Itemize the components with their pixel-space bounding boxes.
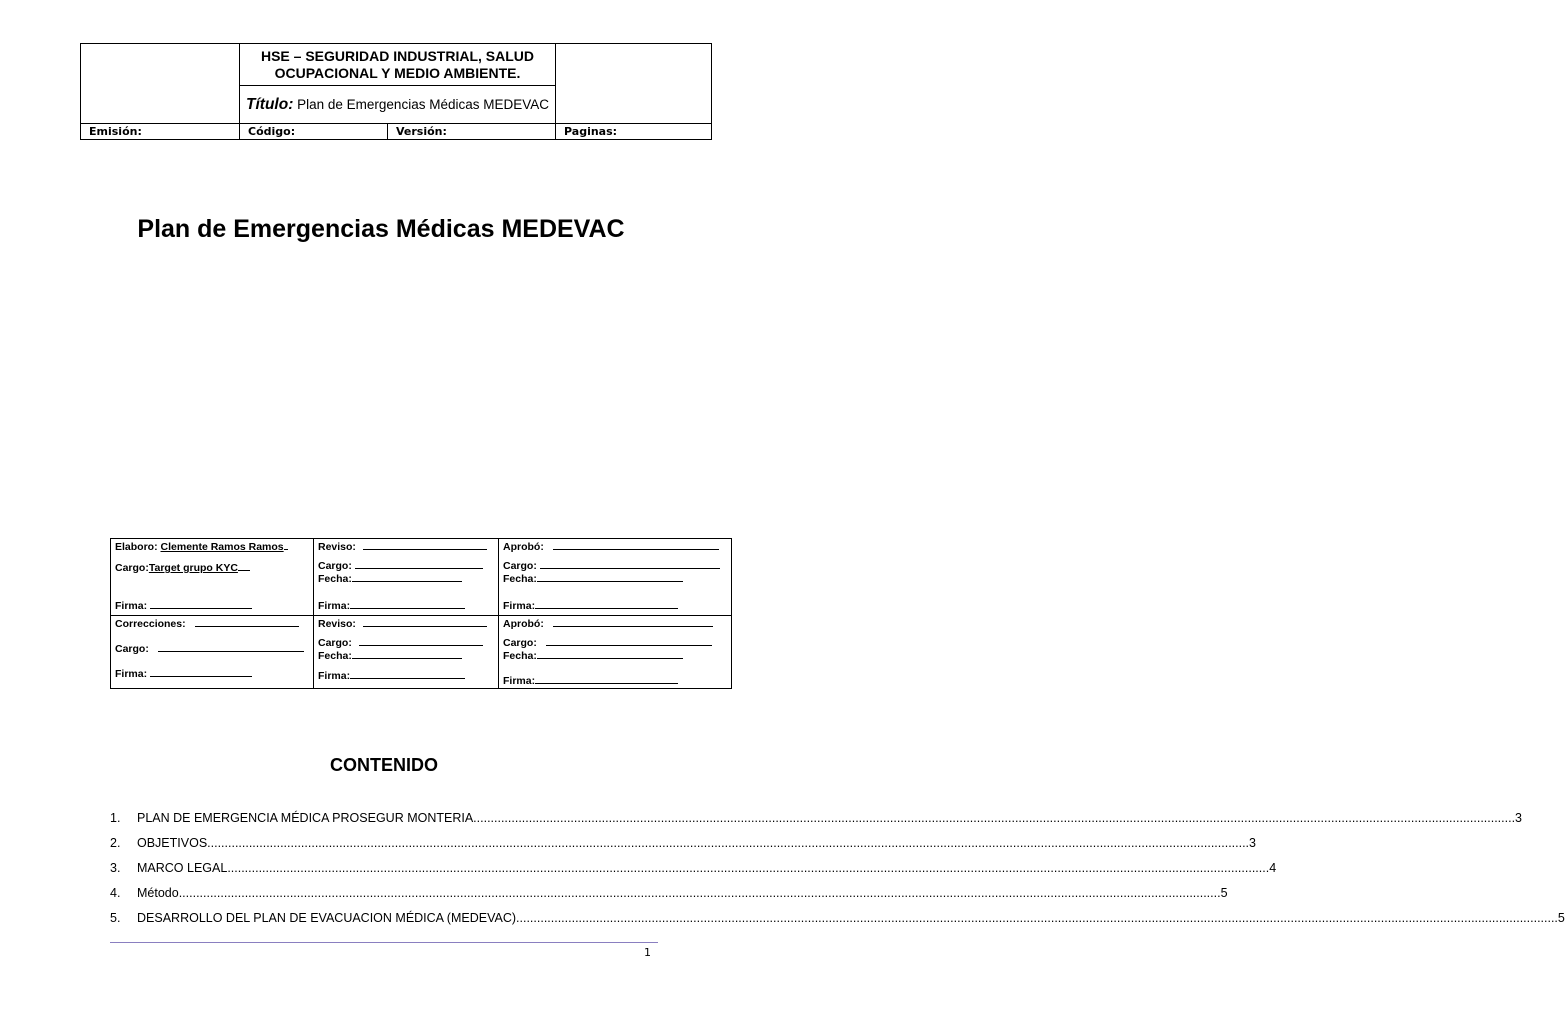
toc-item[interactable] bbox=[110, 885, 1228, 910]
header-right-cell bbox=[556, 44, 712, 124]
toc-item-page: 3 bbox=[1515, 811, 1522, 825]
toc-item-number: 1. bbox=[110, 811, 121, 825]
aprobo-label: Aprobó: bbox=[503, 618, 544, 630]
cargo-label: Cargo: bbox=[318, 560, 352, 572]
title-value: Plan de Emergencias Médicas MEDEVAC bbox=[297, 96, 549, 112]
toc-leader-dots: ............................................................................................................................................................................................................................................................................................................ bbox=[473, 811, 1516, 825]
cargo-label: Cargo: bbox=[115, 643, 149, 655]
toc-item-text: DESARROLLO DEL PLAN DE EVACUACION MÉDICA (MEDEVAC) bbox=[137, 911, 517, 925]
table-of-contents bbox=[110, 810, 1565, 935]
toc-item-page: 3 bbox=[1249, 836, 1256, 850]
aprobo-label: Aprobó: bbox=[503, 541, 544, 553]
page-title: Plan de Emergencias Médicas MEDEVAC bbox=[137, 215, 625, 243]
version-label: Versión: bbox=[388, 124, 556, 140]
approval-table bbox=[110, 538, 732, 689]
toc-item[interactable] bbox=[110, 910, 1565, 935]
toc-item-text: MARCO LEGAL bbox=[137, 861, 228, 875]
correcciones-label: Correcciones: bbox=[115, 618, 186, 630]
fecha-label: Fecha: bbox=[503, 573, 537, 585]
fecha-label: Fecha: bbox=[318, 650, 352, 662]
toc-item-number: 4. bbox=[110, 886, 121, 900]
toc-item-page: 5 bbox=[1557, 911, 1565, 925]
toc-leader-dots: ............................................................................................................................................................................................................................................................................................................ bbox=[516, 911, 1558, 925]
toc-item-text: Método bbox=[137, 886, 179, 900]
contents-title: CONTENIDO bbox=[330, 755, 438, 775]
toc-item-number: 2. bbox=[110, 836, 121, 850]
fecha-label: Fecha: bbox=[318, 573, 352, 585]
firma-label: Firma: bbox=[318, 670, 351, 682]
toc-item[interactable] bbox=[110, 860, 1277, 885]
firma-label: Firma: bbox=[318, 600, 351, 612]
elaboro-label: Elaboro: bbox=[115, 541, 158, 553]
toc-item-number: 3. bbox=[110, 861, 121, 875]
toc-item-number: 5. bbox=[110, 911, 121, 925]
firma-label: Firma: bbox=[503, 600, 536, 612]
toc-item-page: 4 bbox=[1269, 861, 1277, 875]
page-number: 1 bbox=[644, 946, 651, 959]
reviso-cell bbox=[314, 539, 499, 616]
document-header-table bbox=[80, 43, 712, 140]
reviso-label: Reviso: bbox=[318, 618, 356, 630]
toc-item[interactable] bbox=[110, 810, 1522, 835]
toc-item[interactable] bbox=[110, 835, 1256, 860]
toc-leader-dots: ............................................................................................................................................................................................................................................................................................................ bbox=[207, 836, 1250, 850]
firma-label: Firma: bbox=[115, 600, 148, 612]
elaboro-name: Clemente Ramos Ramos bbox=[160, 541, 284, 553]
org-header bbox=[240, 44, 556, 86]
cargo-label: Cargo: bbox=[318, 637, 352, 649]
cargo-label: Cargo: bbox=[503, 560, 537, 572]
cargo-value: Target grupo KYC bbox=[148, 562, 238, 574]
org-line: HSE – SEGURIDAD INDUSTRIAL, SALUD OCUPACIONAL Y MEDIO AMBIENTE. bbox=[260, 47, 535, 81]
codigo-label: Código: bbox=[240, 124, 388, 140]
firma-label: Firma: bbox=[503, 675, 536, 687]
emision-label: Emisión: bbox=[81, 124, 240, 140]
cargo-label: Cargo: bbox=[115, 562, 149, 574]
toc-item-text: PLAN DE EMERGENCIA MÉDICA PROSEGUR MONTERIA bbox=[137, 811, 474, 825]
footer-divider bbox=[110, 942, 658, 943]
logo-cell bbox=[81, 44, 240, 124]
reviso-cell-2 bbox=[314, 616, 499, 689]
aprobo-cell-2 bbox=[499, 616, 732, 689]
document-title-cell bbox=[240, 86, 556, 124]
toc-leader-dots: ............................................................................................................................................................................................................................................................................................................ bbox=[178, 886, 1221, 900]
cargo-label: Cargo: bbox=[503, 637, 537, 649]
elaboro-cell bbox=[111, 539, 314, 616]
title-label: Título: bbox=[246, 95, 294, 113]
toc-item-text: OBJETIVOS bbox=[137, 836, 208, 850]
firma-label: Firma: bbox=[115, 668, 148, 680]
aprobo-cell bbox=[499, 539, 732, 616]
fecha-label: Fecha: bbox=[503, 650, 537, 662]
correcciones-cell bbox=[111, 616, 314, 689]
paginas-label: Paginas: bbox=[556, 124, 712, 140]
toc-item-page: 5 bbox=[1220, 886, 1228, 900]
toc-leader-dots: ............................................................................................................................................................................................................................................................................................................ bbox=[227, 861, 1270, 875]
reviso-label: Reviso: bbox=[318, 541, 356, 553]
